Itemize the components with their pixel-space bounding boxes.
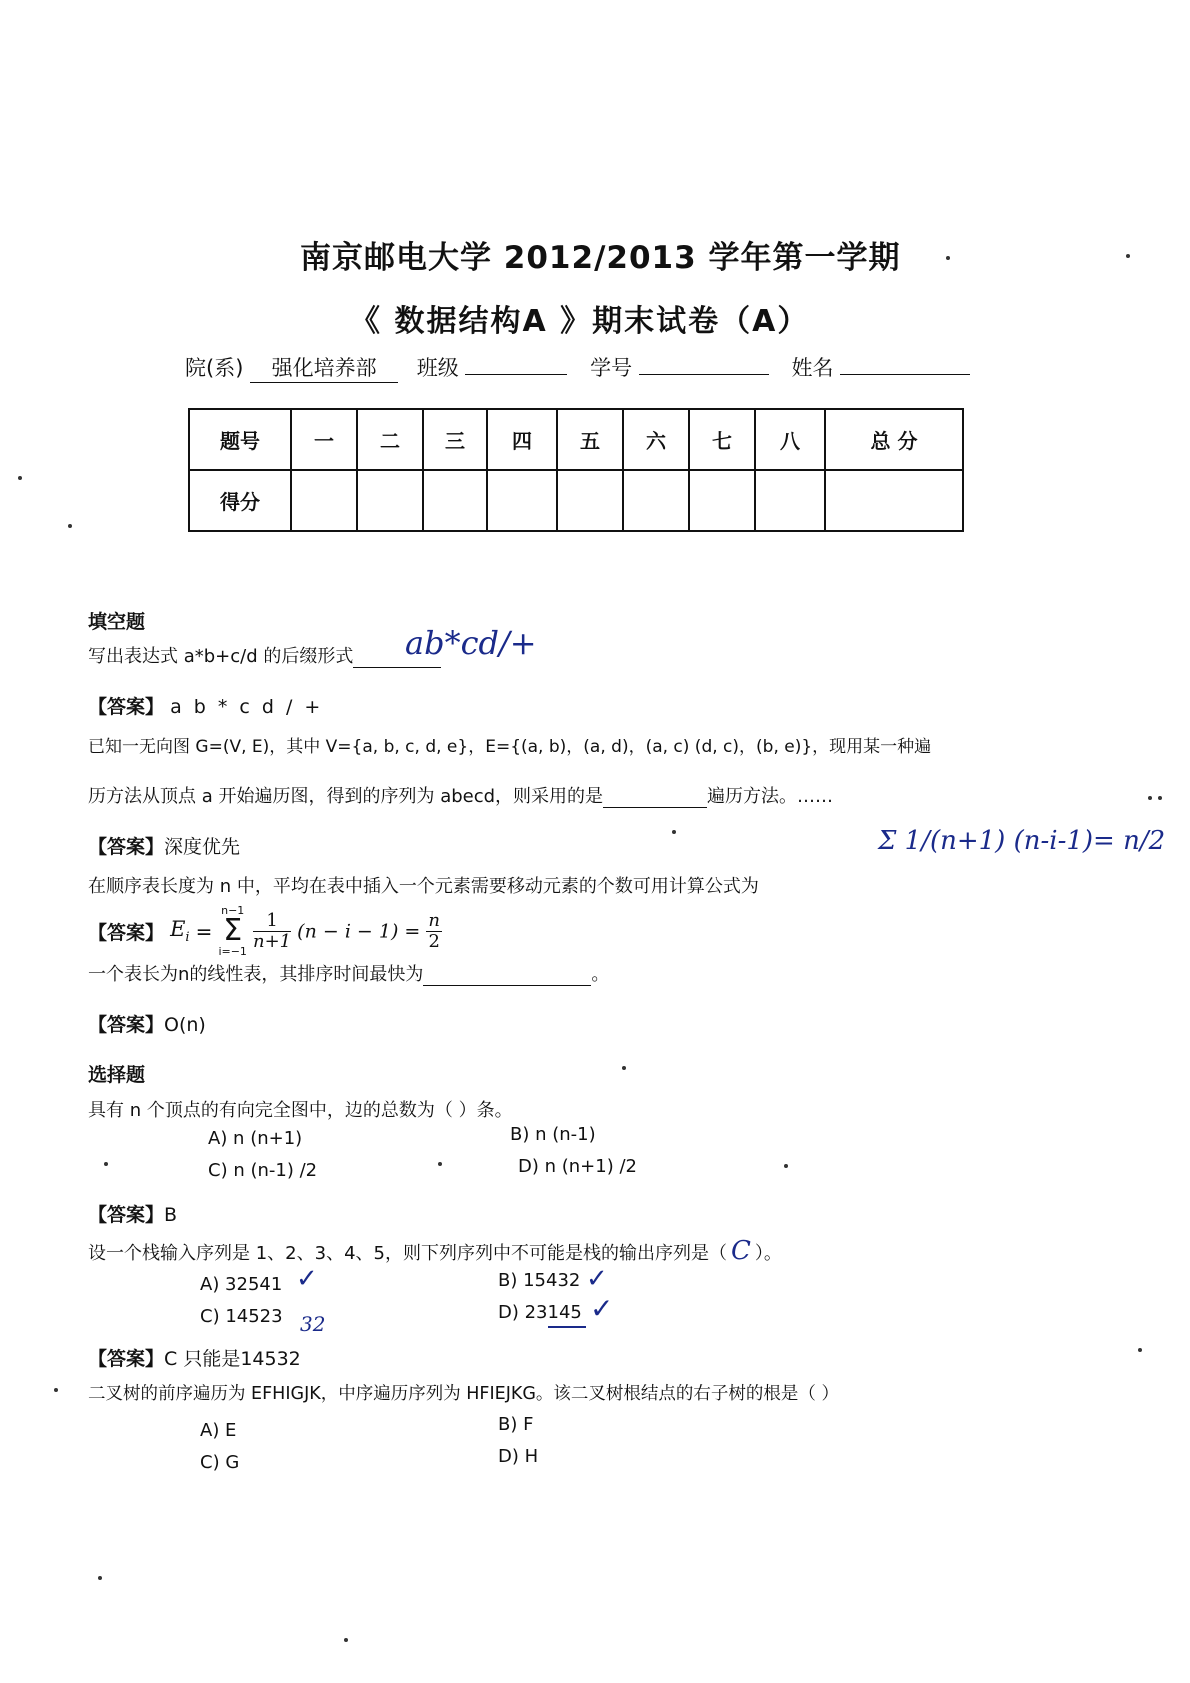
check-mark-icon: ✓ [586,1264,608,1294]
answer-label: 【答案】 [88,1014,165,1036]
section-title-choice: 选择题 [88,1064,146,1086]
fill-q1-handwritten: ab*cd/+ [405,624,537,662]
scan-speck [1138,1348,1142,1352]
name-label: 姓名 [791,356,834,380]
scan-speck [784,1164,788,1168]
answer-text: O(n) [164,1014,206,1036]
answer-label: 【答案】 [88,1348,165,1370]
fill-q3-answer: 【答案】 $E_i$ = n−1 Σ i=−1 $\frac{1}{n+1}$ (n − i − 1) = $\frac{n}{2}$ [88,904,440,958]
col-total: 总 分 [825,409,963,470]
exam-title-line2: 《 数据结构A 》期末试卷（A） [350,304,810,339]
answer-text: a b * c d / + [170,696,324,718]
fill-q3-handwritten: Σ 1/(n+1) (n-i-1)= n/2 [878,826,1166,856]
choice-q1-option-b: B) n (n-1) [510,1124,596,1145]
choice-q3-option-a: A) E [200,1420,237,1441]
fraction: $\frac{1}{n+1}$ [252,910,292,952]
scan-speck [98,1576,102,1580]
scan-speck [1158,796,1162,800]
choice-q1-option-d: D) n (n+1) /2 [518,1156,637,1177]
fill-q3-text: 在顺序表长度为 n 中，平均在表中插入一个元素需要移动元素的个数可用计算公式为 [88,876,759,897]
scan-speck [104,1162,108,1166]
answer-label: 【答案】 [88,921,165,944]
summation: n−1 Σ i=−1 [218,904,247,958]
scan-speck [1126,254,1130,258]
scan-speck [438,1162,442,1166]
scan-speck [622,1066,626,1070]
fill-q2-line2b: 遍历方法。…… [707,786,834,807]
col-8: 八 [755,409,825,470]
scan-speck [344,1638,348,1642]
col-2: 二 [357,409,423,470]
check-mark-icon: ✓ [590,1292,614,1325]
scan-speck [54,1388,58,1392]
col-4: 四 [487,409,557,470]
answer-label: 【答案】 [88,1204,165,1226]
choice-q1-option-a: A) n (n+1) [208,1128,303,1149]
dept-label: 院(系) [185,356,244,380]
choice-q3-option-d: D) H [498,1446,539,1467]
scan-speck [18,476,22,480]
choice-q1-text: 具有 n 个顶点的有向完全图中，边的总数为（ ）条。 [88,1100,513,1121]
answer-text: C 只能是14532 [164,1348,301,1370]
choice-q2-option-c: C) 14523 [200,1306,283,1327]
fill-q2-line1: 已知一无向图 G=(V, E)，其中 V={a, b, c, d, e}，E={(a, b)，(a, d)，(a, c) (d, c)，(b, e)}，现用某一种遍 [88,737,932,757]
choice-q2-text: 设一个栈输入序列是 1、2、3、4、5，则下列序列中不可能是栈的输出序列是（ [88,1243,727,1264]
question-number-header: 题号 [189,409,291,470]
answer-text: B [164,1204,178,1226]
choice-q2-option-a: A) 32541 [200,1274,283,1295]
class-label: 班级 [416,356,459,380]
fill-question-4: 一个表长为n的线性表，其排序时间最快为 。 [88,964,610,985]
choice-q2-handwritten: C [730,1236,751,1266]
col-1: 一 [291,409,357,470]
check-mark-icon: ✓ [296,1264,318,1294]
answer-text: 深度优先 [164,836,241,858]
scan-speck [68,524,72,528]
section-title-fill: 填空题 [88,611,146,633]
col-6: 六 [623,409,689,470]
answer-label: 【答案】 [88,696,165,718]
scan-speck [946,256,950,260]
fraction-2: $\frac{n}{2}$ [428,910,440,952]
col-3: 三 [423,409,487,470]
score-row-header: 得分 [189,470,291,531]
choice-q3-option-c: C) G [200,1452,240,1473]
scan-speck [1148,796,1152,800]
student-id-label: 学号 [590,356,633,380]
choice-q1-option-c: C) n (n-1) /2 [208,1160,318,1181]
dept-field[interactable]: 强化培养部 [250,352,398,383]
choice-q3-option-b: B) F [498,1414,534,1435]
fill-q4-text: 一个表长为n的线性表，其排序时间最快为 [88,964,424,985]
choice-q2-hand-note: 32 [300,1312,326,1336]
col-5: 五 [557,409,623,470]
choice-q3-text: 二叉树的前序遍历为 EFHIGJK，中序遍历序列为 HFIEJKG。该二叉树根结点的右子树的根是（ ） [88,1384,839,1404]
answer-label: 【答案】 [88,836,165,858]
choice-question-2: 设一个栈输入序列是 1、2、3、4、5，则下列序列中不可能是栈的输出序列是（ C ）。 [88,1236,782,1266]
exam-title-line1: 南京邮电大学 2012/2013 学年第一学期 [300,240,901,276]
fill-q2-line2a: 历方法从顶点 a 开始遍历图，得到的序列为 abecd，则采用的是 [88,786,604,807]
col-7: 七 [689,409,755,470]
choice-q2-option-b: B) 15432 [498,1270,581,1291]
scan-speck [672,830,676,834]
fill-q1-text: 写出表达式 a*b+c/d 的后缀形式 [88,646,354,667]
formula-lhs: $E_i$ [170,917,190,946]
choice-q2-option-d: D) 23145 [498,1302,582,1323]
